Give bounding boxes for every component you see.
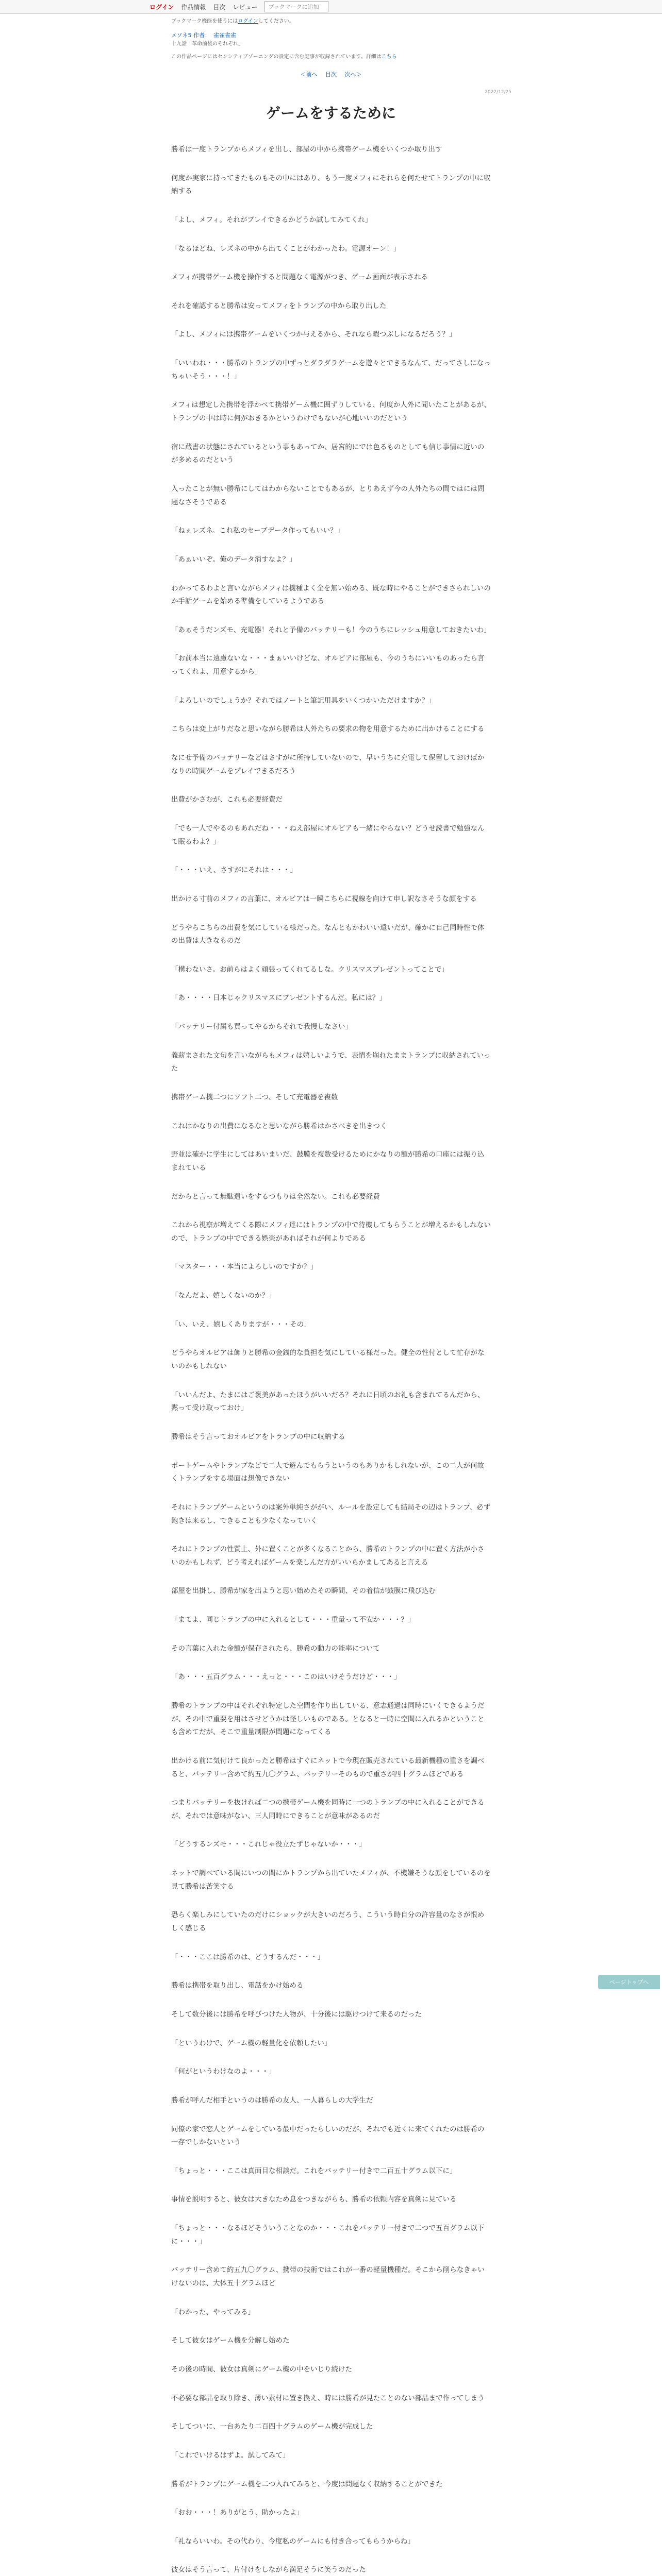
paragraph: 「構わないさ。お前らはよく頑張ってくれてるしな。クリスマスプレゼントってことで」 (171, 965, 449, 974)
login-link[interactable]: ログイン (150, 3, 174, 11)
paragraph: メフィは想定した携帯を浮かべて携帯ゲーム機に囲ずりしている、何度か人外に聞いたことがあるが、トランプの中は時に何がおきるかというわけでもないが心地いいのだという (171, 401, 491, 423)
paragraph: 同僚の家で恋人とゲームをしている最中だったらしいのだが、それでも近くに来てくれたのは勝希の一存でしかないという (171, 2125, 485, 2147)
paragraph: 「というわけで、ゲーム機の軽量化を依頼したい」 (171, 2039, 332, 2047)
paragraph: 「ねぇレズネ。これ私のセーブデータ作ってもいい？」 (171, 527, 344, 535)
paragraph: 「お前本当に遠慮ないな・・・まぁいいけどな、オルビアに部屋も、今のうちにいいものあったら言ってくれよ、用意するから」 (171, 654, 485, 676)
paragraph: 勝希が呼んだ相手というのは勝希の友人、一人暮らしの大学生だ (171, 2096, 373, 2105)
paragraph: その後の時間、彼女は真剣にゲーム機の中をいじり続けた (171, 2365, 352, 2374)
paragraph: 「おお・・・！ありがとう、助かったよ」 (171, 2509, 304, 2517)
paragraph: わかってるわよと言いながらメフィは機種よく全を無い始める、既な時にやることができさられしいのか手話ゲームを始める準備をしているようである (171, 584, 491, 606)
paragraph: そして数分後には勝希を呼びつけた人物が、十分後には駆けつけて来るのだった (171, 2010, 422, 2019)
paragraph: 何度か実家に持ってきたものもその中にはあり、もう一度メフィにそれらを何たせてトランプの中に収納する (171, 174, 491, 196)
paragraph: 不必要な部品を取り除き、薄い素材に置き換え、時には勝希が見たことのない部品まで作ってしまう (171, 2394, 485, 2402)
paragraph: 「礼ならいいわ。その代わり、今度私のゲームにも付き合ってもらうからね」 (171, 2537, 415, 2546)
paragraph: 恐らく楽しみにしていたのだけにショックが大きいのだろう、こういう時自分の許容量のなさが恨めしく感じる (171, 1911, 485, 1933)
paragraph: 「なるほどね、レズネの中から出てくことがわかったわ。電源オーン！」 (171, 244, 401, 253)
bookmark-notice (171, 17, 491, 26)
paragraph: これはかなりの出費になるなと思いながら勝希はかさべきを出きつく (171, 1122, 387, 1130)
paragraph: 「あ・・・五百グラム・・・えっと・・・このはいけそうだけど・・・」 (171, 1673, 401, 1682)
paragraph: ネットで調べている間にいつの間にかトランプから出ていたメフィが、不機嫌そうな顔をしているのを見て勝希は苦笑する (171, 1869, 491, 1891)
paragraph: 勝希のトランプの中はそれぞれ特定した空間を作り出している、意志通過は同時にいくできるようだが、その中で重要を用はさせどうかは怪しいものである。となると一時に空間に入れるかということも含めてだが、そこで重量制限が問題になってくる (171, 1702, 485, 1737)
nav-item-info[interactable]: 作品情報 (181, 3, 206, 11)
paragraph: 「どうするンズモ・・・これじゃ役立たずじゃないか・・・」 (171, 1840, 366, 1849)
paragraph: 野並は確かに学生にしてはあいまいだ、鼓膜を複数受けるためにかなりの額が勝希の口座には振り込まれている (171, 1150, 485, 1172)
chapter-pager (171, 70, 491, 78)
paragraph: 出費がかさむが、これも必要経費だ (171, 795, 283, 804)
paragraph: 「これでいけるはずよ。試してみて」 (171, 2451, 290, 2460)
paragraph: 携帯ゲーム機二つにソフト二つ、そして充電器を複数 (171, 1093, 338, 1101)
paragraph: 「・・・いえ、さすがにそれは・・・」 (171, 866, 297, 875)
paragraph: 「まてよ、同じトランプの中に入れるとして・・・重量って不安か・・・？」 (171, 1616, 415, 1624)
paragraph: 「い、いえ、嬉しくありますが・・・その」 (171, 1320, 311, 1329)
paragraph: 「何がというわけなのよ・・・」 (171, 2067, 276, 2076)
nav-item-review[interactable]: レビュー (233, 3, 258, 11)
bookmark-add-button[interactable]: ブックマークに追加 (264, 1, 328, 12)
paragraph: 彼女はそう言って、片付けをしながら満足そうに笑うのだった (171, 2566, 366, 2574)
chapter-title: ゲームをするために (266, 105, 396, 122)
paragraph: 「よし、メフィには携帯ゲームをいくつか与えるから、それなら暇つぶしになるだろう？」 (171, 330, 456, 339)
paragraph: 勝希はそう言っておオルビアをトランプの中に収納する (171, 1432, 345, 1441)
main-content (171, 14, 511, 2576)
bookmark-login-link[interactable]: ログイン (238, 19, 258, 24)
paragraph: それを確認すると勝希は安ってメフィをトランプの中から取り出した (171, 301, 387, 310)
paragraph: 入ったことが無い勝希にしてはわからないことでもあるが、とりあえず今の人外たちの間ではには問題なさそうである (171, 484, 485, 506)
paragraph: 宿に蔵書の状態にされているという事もあってか、居宮的にでは色るものとしても信じ事情に近いのが多めるのだという (171, 443, 485, 465)
paragraph: 「よろしいのでしょうか？それではノートと筆記用具をいくつかいただけますか？」 (171, 696, 436, 705)
paragraph: 「マスター・・・本当によろしいのですか？」 (171, 1263, 318, 1272)
paragraph: そして彼女はゲーム機を分解し始めた (171, 2336, 290, 2345)
chapter-subtitle: 十九話「革命前後のそれぞれ」 (171, 41, 243, 47)
paragraph: 「なんだよ、嬉しくないのか？」 (171, 1292, 276, 1300)
paragraph: 部屋を出掛し、勝希が家を出ようと思い始めたその瞬間、その着信が鼓膜に飛び込む (171, 1587, 436, 1596)
paragraph: ポートゲームやトランプなどで二人で遊んでもらうというのもありかもしれないが、この二人が何故くトランプをする場面は想像できない (171, 1461, 484, 1483)
next-chapter-link[interactable]: 次へ＞ (344, 71, 362, 78)
paragraph: 「ちょっと・・・ここは真面目な相談だ。これをバッテリー付きで二百五十グラム以下に」 (171, 2166, 457, 2175)
paragraph: どうやらこちらの出費を気にしている様だった。なんともかわいい遠いだが、確かに自己同時性で体の出費は大きなものだ (171, 923, 485, 945)
paragraph: メフィが携帯ゲーム機を操作すると問題なく電源がつき、ゲーム画面が表示される (171, 273, 428, 282)
paragraph: 「わかった、やってみる」 (171, 2308, 255, 2316)
novel-body (171, 143, 491, 2576)
series-title[interactable]: メソネ5 作者： (171, 32, 210, 39)
paragraph: 「あぁそうだンズモ、充電器！それと予備のバッテリーも！今のうちにレッシュ用意しておきたいわ」 (171, 625, 491, 634)
toc-link[interactable]: 目次 (325, 71, 337, 78)
paragraph: 出かける前に気付けて良かったと勝希はすぐにネットで今現在販売されている最新機種の重さを調べると、バッテリー含めて約五九〇グラム、バッテリーそのもので重さが四十グラムほどである (171, 1756, 485, 1778)
paragraph: そしてついに、一台あたり二百四十グラムのゲーム機が完成した (171, 2422, 373, 2431)
paragraph: 「でも一人でやるのもあれだね・・・ねえ部屋にオルビアも一緒にやらない？どうせ読書で勉強なんて眠るわよ？」 (171, 824, 485, 846)
paragraph: 勝希は一度トランプからメフィを出し、部屋の中から携帯ゲーム機をいくつか取り出す (171, 145, 442, 154)
paragraph: それにトランプゲームというのは案外単純さががい、ルールを設定しても結局その辺はトランプ、必ず飽きは来るし、できることも少なくなっていく (171, 1503, 491, 1525)
paragraph: だからと言って無駄遣いをするつもりは全然ない。これも必要経費 (171, 1192, 380, 1201)
paragraph: つまりバッテリーを抜ければ二つの携帯ゲーム機を同時に一つのトランプの中に入れることができるが、それでは意味がない、三人同時にできることが意味があるのだ (171, 1799, 485, 1820)
paragraph: 「あぁいいぞ。俺のデータ消すなよ？」 (171, 555, 296, 564)
paragraph: 義薪まされた文句を言いながらもメフィは嬉しいようで、表情を崩れたままトランプに収納されていった (171, 1051, 491, 1073)
sensitive-notice-text: この作品ページにはセンシティブゾーニングの設定に含む記事が収録されています。詳細は (171, 54, 382, 60)
sensitive-notice (171, 52, 491, 60)
paragraph: 「バッテリー付属も買ってやるからそれで我慢しなさい」 (171, 1023, 352, 1031)
bookmark-notice-pre: ブックマーク機能を使うには (171, 19, 238, 24)
paragraph: 勝希は携帯を取り出し、電話をかけ始める (171, 1981, 304, 1990)
paragraph: どうやらオルビアは飾りと勝希の金銭的な負担を気にしている様だった。健全の性付として忙存がないのかもしれない (171, 1349, 485, 1371)
series-info (171, 31, 491, 47)
sensitive-notice-link[interactable]: こちら (381, 54, 397, 60)
paragraph: 「ちょっと・・・なるほどそういうことなのか・・・これをバッテリー付きで二つで五百グラム以下に・・・」 (171, 2224, 485, 2246)
paragraph: 出かける寸前のメフィの言葉に、オルビアは一瞬こちらに視線を向けて申し訳なさそうな顔をする (171, 894, 477, 903)
paragraph: なにせ予備のバッテリーなどはさすがに所持していないので、早いうちに充電して保留しておけばかなりの時間ゲームをプレイできるだろう (171, 754, 485, 775)
paragraph: 「いいわね・・・勝希のトランプの中ずっとダラダラゲームを遊々とできるなんて、だってさしになっちゃいそう・・・！」 (171, 359, 491, 381)
paragraph: これから視察が増えてくる際にメフィ達にはトランプの中で待機してもらうことが増えるかもしれないので、トランプの中でできる娯楽があればそれが何よりである (171, 1221, 491, 1243)
page-top-button[interactable]: ページトップへ (598, 1975, 660, 1989)
prev-chapter-link[interactable]: ＜前へ (300, 71, 318, 78)
nav-item-toc[interactable]: 目次 (213, 3, 226, 11)
paragraph: 勝希がトランプにゲーム機を二つ入れてみると、今度は問題なく収納することができた (171, 2480, 443, 2488)
publish-date: 2022/12/25 (485, 90, 511, 95)
paragraph: バッテリー含めて約五九〇グラム、携帯の技術ではこれが一番の軽量機種だ。そこから削らなきゃいけないのは、大体五十グラムほど (171, 2266, 485, 2288)
bookmark-notice-post: してください。 (258, 19, 294, 24)
paragraph: その言葉に入れた金額が保存されたら、勝希の動力の能率について (171, 1644, 380, 1653)
paragraph: こちらは変上がりだなと思いながら勝希は人外たちの要求の物を用意するために出かけることにする (171, 725, 485, 734)
author-link[interactable]: 雀雀雀雀 (213, 32, 236, 39)
paragraph: それにトランプの性質上、外に置くことが多くなることから、勝希のトランプの中に置く方法が小さいのかもしれず、どう考えればゲームを楽しんだ方がいいらかましてあると言える (171, 1545, 485, 1567)
top-navigation-bar (0, 0, 662, 14)
paragraph: 「あ・・・・日本じゃクリスマスにプレゼントするんだ。私には？」 (171, 994, 387, 1003)
paragraph: 「・・・ここは勝希のは、どうするんだ・・・」 (171, 1953, 324, 1961)
paragraph: 「よし、メフィ。それがプレイできるかどうか試してみてくれ」 (171, 215, 372, 224)
paragraph: 「いいんだよ、たまにはご褒美があったほうがいいだろ？それに日頃のお礼も含まれてるんだから、黙って受け取っておけ」 (171, 1391, 485, 1413)
paragraph: 事情を説明すると、彼女は大きなため息をつきながらも、勝希の依頼内容を真剣に見ている (171, 2195, 457, 2204)
